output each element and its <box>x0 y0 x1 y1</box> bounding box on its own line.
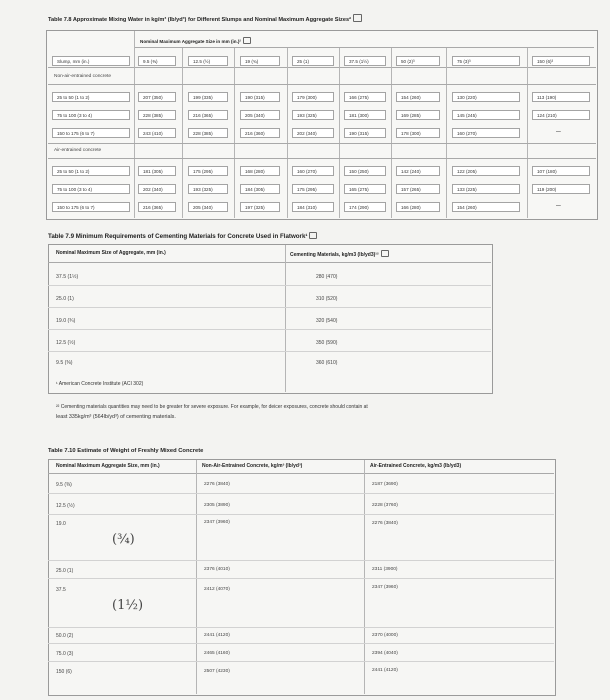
slump-cell: 25 to 50 (1 to 2) <box>52 166 130 176</box>
table79-footnote2-line1: ²² Cementing materials quantities may need to be greater for severe exposure. For example, for deicer exposures, concrete should contain at <box>56 404 368 410</box>
value-cell: 107 (180) <box>532 166 590 176</box>
table710-title: Table 7.10 Estimate of Weight of Freshly Mixed Concrete <box>48 448 204 454</box>
table710-air: 2370 (4000) <box>372 633 398 638</box>
value-cell: 190 (315) <box>240 92 280 102</box>
table79-value: 310 (520) <box>316 296 338 302</box>
section-label: Non-air-entrained concrete <box>54 74 112 79</box>
value-cell: 184 (305) <box>240 184 280 194</box>
value-cell: 165 (275) <box>344 184 386 194</box>
table79-value: 350 (590) <box>316 340 338 346</box>
value-cell: 160 (270) <box>452 128 520 138</box>
slump-cell: 150 to 175 (6 to 7) <box>52 128 130 138</box>
value-cell: 160 (270) <box>292 166 334 176</box>
value-cell: 202 (340) <box>138 184 176 194</box>
table79-footnote2-line2: least 335kg/m³ (564lb/yd³) of cementing materials. <box>56 414 176 420</box>
value-cell: 157 (265) <box>396 184 440 194</box>
value-cell: 228 (385) <box>138 110 176 120</box>
edit-icon[interactable] <box>353 14 362 22</box>
table710-air: 2347 (3960) <box>372 585 398 590</box>
table79-value: 280 (470) <box>316 274 338 280</box>
value-cell: 184 (310) <box>292 202 334 212</box>
table79-value: 360 (610) <box>316 360 338 366</box>
value-cell: 175 (295) <box>188 166 228 176</box>
value-cell: 174 (290) <box>344 202 386 212</box>
table710-non-air: 2376 (4010) <box>204 567 230 572</box>
table710-size: 37.5 <box>56 587 66 593</box>
value-cell: 145 (245) <box>452 110 520 120</box>
table710-non-air: 2507 (4230) <box>204 669 230 674</box>
table79-size: 12.5 (½) <box>56 340 76 346</box>
slump-cell: 25 to 50 (1 to 2) <box>52 92 130 102</box>
table710-size: 25.0 (1) <box>56 568 74 574</box>
table79-col1-header: Nominal Maximum Size of Aggregate, mm (in.) <box>56 250 166 256</box>
edit-icon[interactable] <box>381 250 389 257</box>
slump-cell: 150 to 175 (6 to 7) <box>52 202 130 212</box>
table79-footnote1: ¹ American Concrete Institute (ACI 302) <box>56 381 144 387</box>
table79-title: Table 7.9 Minimum Requirements of Cementing Materials for Concrete Used in Flatwork¹ <box>48 232 317 240</box>
table78-group-header: Nominal Maximum Aggregate Size in mm (in.)² <box>140 37 251 44</box>
col-header: 9.5 (⅜) <box>138 56 176 66</box>
table710-size: 12.5 (½) <box>56 503 75 509</box>
value-cell: 202 (340) <box>292 128 334 138</box>
value-cell: 216 (360) <box>240 128 280 138</box>
value-cell: 124 (210) <box>532 110 590 120</box>
value-cell: 216 (365) <box>138 202 176 212</box>
value-cell: 150 (250) <box>344 166 386 176</box>
value-cell: 181 (300) <box>344 110 386 120</box>
col-header: 150 (6)³ <box>532 56 590 66</box>
value-cell: 207 (350) <box>138 92 176 102</box>
value-cell: 190 (315) <box>344 128 386 138</box>
table710-size: 50.0 (2) <box>56 633 74 639</box>
edit-icon[interactable] <box>309 232 317 239</box>
table710-size: 19.0 <box>56 521 66 527</box>
value-cell: — <box>556 204 561 209</box>
value-cell: 243 (410) <box>138 128 176 138</box>
slump-cell: 75 to 100 (3 to 4) <box>52 110 130 120</box>
value-cell: 205 (340) <box>240 110 280 120</box>
table78-title: Table 7.8 Approximate Mixing Water in kg/m³ (lb/yd³) for Different Slumps and Nominal Maximum Aggregate Sizes² <box>48 14 362 23</box>
table79-col2-header: Cementing Materials, kg/m3 (lb/yd3)¹² <box>290 250 389 258</box>
table710-col1-header: Nominal Maximum Aggregate Size, mm (in.) <box>56 463 160 469</box>
table710-non-air: 2305 (3890) <box>204 503 230 508</box>
value-cell: 193 (325) <box>188 184 228 194</box>
table710-non-air: 2347 (3960) <box>204 520 230 525</box>
value-cell: 199 (335) <box>188 92 228 102</box>
table710-air: 2187 (3690) <box>372 482 398 487</box>
value-cell: 122 (205) <box>452 166 520 176</box>
table79-size: 9.5 (⅜) <box>56 360 73 366</box>
table710-non-air: 2412 (4070) <box>204 587 230 592</box>
table710-air: 2394 (4040) <box>372 651 398 656</box>
value-cell: 166 (280) <box>396 202 440 212</box>
value-cell: 193 (325) <box>292 110 334 120</box>
table710-fraction: (¾) <box>112 532 135 547</box>
table710-size: 9.5 (⅜) <box>56 482 72 488</box>
slump-header: Slump, mm (in.) <box>52 56 130 66</box>
value-cell: 166 (275) <box>344 92 386 102</box>
edit-icon[interactable] <box>243 37 251 44</box>
value-cell: 216 (365) <box>188 110 228 120</box>
value-cell: 154 (260) <box>396 92 440 102</box>
value-cell: 169 (285) <box>396 110 440 120</box>
table710-air: 2441 (4120) <box>372 668 398 673</box>
col-header: 75 (3)³ <box>452 56 520 66</box>
value-cell: 228 (385) <box>188 128 228 138</box>
slump-cell: 75 to 100 (3 to 4) <box>52 184 130 194</box>
value-cell: — <box>556 130 561 135</box>
value-cell: 142 (240) <box>396 166 440 176</box>
value-cell: 133 (225) <box>452 184 520 194</box>
col-header: 19 (¾) <box>240 56 280 66</box>
value-cell: 130 (220) <box>452 92 520 102</box>
value-cell: 154 (260) <box>452 202 520 212</box>
table710-non-air: 2441 (4120) <box>204 633 230 638</box>
table79 <box>48 244 493 394</box>
value-cell: 197 (325) <box>240 202 280 212</box>
value-cell: 205 (340) <box>188 202 228 212</box>
table710-col3-header: Air-Entrained Concrete, kg/m3 (lb/yd3) <box>370 463 462 469</box>
value-cell: 175 (295) <box>292 184 334 194</box>
table710-size: 150 (6) <box>56 669 72 675</box>
table710-air: 2276 (3840) <box>372 521 398 526</box>
table79-size: 19.0 (¾) <box>56 318 76 324</box>
table710-fraction: (1½) <box>112 598 144 613</box>
table710-air: 2228 (3760) <box>372 503 398 508</box>
table710-non-air: 2465 (4160) <box>204 651 230 656</box>
value-cell: 168 (280) <box>240 166 280 176</box>
table710-col2-header: Non-Air-Entrained Concrete, kg/m³ (lb/yd³) <box>202 463 303 469</box>
value-cell: 178 (300) <box>396 128 440 138</box>
table79-value: 320 (540) <box>316 318 338 324</box>
table710-size: 75.0 (3) <box>56 651 74 657</box>
table710-non-air: 2276 (3840) <box>204 482 230 487</box>
section-label: Air-entrained concrete <box>54 148 102 153</box>
value-cell: 179 (300) <box>292 92 334 102</box>
value-cell: 181 (305) <box>138 166 176 176</box>
value-cell: 119 (200) <box>532 184 590 194</box>
col-header: 37.5 (1½) <box>344 56 386 66</box>
col-header: 12.5 (½) <box>188 56 228 66</box>
col-header: 50 (2)³ <box>396 56 440 66</box>
table79-size: 25.0 (1) <box>56 296 74 302</box>
value-cell: 113 (190) <box>532 92 590 102</box>
table710-air: 2311 (3900) <box>372 567 398 572</box>
col-header: 25 (1) <box>292 56 334 66</box>
table79-size: 37.5 (1½) <box>56 274 79 280</box>
